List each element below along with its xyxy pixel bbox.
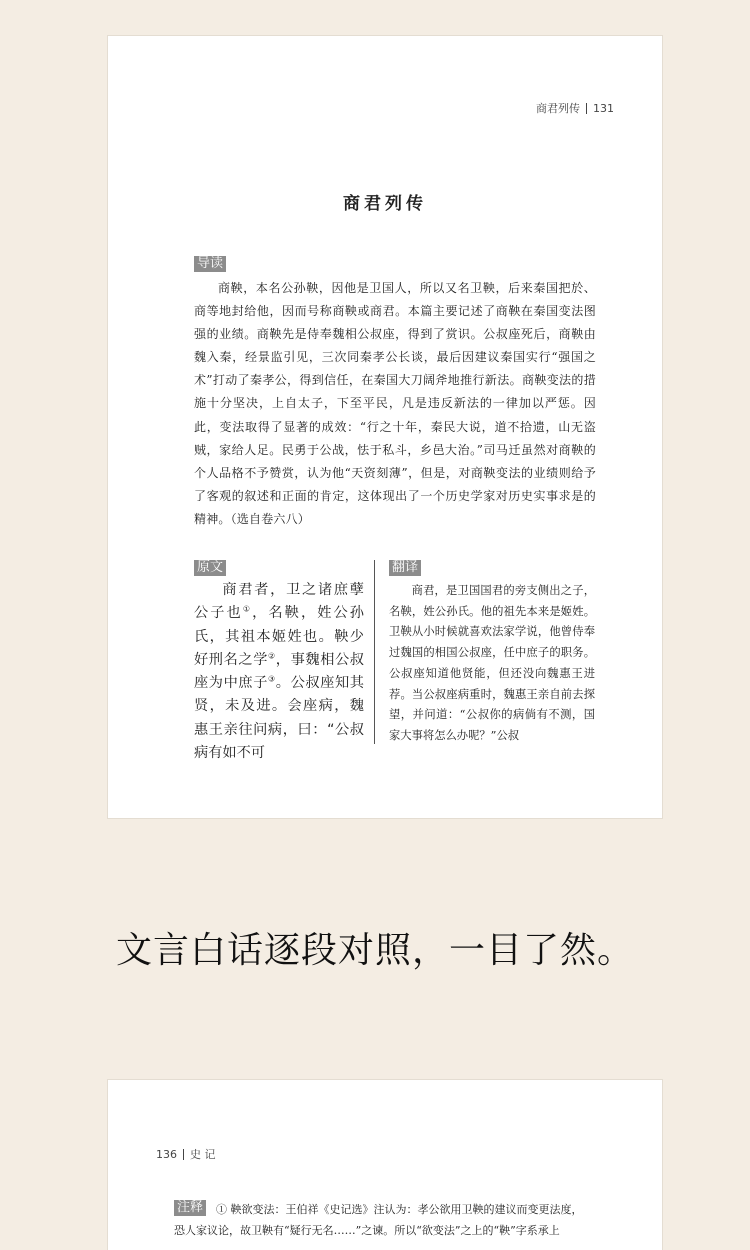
original-segment: 商君者，卫之诸庶孽公子也	[194, 582, 364, 622]
book-page-131	[108, 36, 662, 818]
page-number: 136	[156, 1147, 177, 1161]
note-line: 恐人家议论，故卫鞅有“疑行无名……”之谏。所以“欲变法”之上的“鞅”字系承上	[174, 1224, 560, 1237]
notes-label: 注释	[174, 1200, 206, 1216]
original-segment: ，名鞅，姓公孙氏，其祖本姬姓也。鞅少好刑名之学	[194, 605, 364, 668]
note-line: ① 鞅欲变法：王伯祥《史记选》注认为：孝公欲用卫鞅的建议而变更法度，	[216, 1203, 583, 1216]
running-head-title: 史 记	[190, 1148, 216, 1161]
book-page-136	[108, 1080, 662, 1250]
page-number: 131	[593, 101, 614, 115]
running-head	[156, 1146, 216, 1162]
translation-text: 商君，是卫国国君的旁支侧出之子，名鞅，姓公孙氏。他的祖先本来是姬姓。卫鞅从小时候就喜欢法家学说，他曾侍奉过魏国的相国公叔座，任中庶子的职务。公叔座知道他贤能，但还没向魏惠王进荐。当公叔座病重时，魏惠王亲自前去探望，并问道：“公叔你的病倘有不测，国家大事将怎么办呢？”公叔	[389, 584, 595, 742]
intro-text: 商鞅，本名公孙鞅，因他是卫国人，所以又名卫鞅，后来秦国把於、商等地封给他，因而号称商鞅或商君。本篇主要记述了商鞅在秦国变法图强的业绩。商鞅先是侍奉魏相公叔座，得到了赏识。公叔座死后，商鞅由魏入秦，经景监引见，三次同秦孝公长谈，最后因建议秦国实行“强国之术”打动了秦孝公，得到信任，在秦国大刀阔斧地推行新法。商鞅变法的措施十分坚决，上自太子，下至平民，凡是违反新法的一律加以严惩。因此，变法取得了显著的成效：“行之十年，秦民大说，道不拾遗，山无盗贼，家给人足。民勇于公战，怯于私斗，乡邑大治。”司马迁虽然对商鞅的个人品格不予赞赏，认为他“天资刻薄”，但是，对商鞅变法的业绩则给予了客观的叙述和正面的肯定，这体现出了一个历史学家对历史实事求是的精神。（选自卷六八）	[194, 281, 596, 526]
footnote-marker: ②	[268, 651, 276, 661]
footnote-marker: ①	[242, 604, 253, 614]
footnote-marker: ③	[268, 674, 276, 684]
original-segment: 。公叔座知其贤，未及进。会座病，魏惠王亲往问病，曰：“公叔病有如不可	[194, 675, 364, 762]
original-label: 原文	[194, 560, 226, 576]
running-head	[536, 100, 614, 116]
running-head-title: 商君列传	[536, 102, 580, 115]
running-head-divider	[586, 103, 587, 114]
column-divider	[374, 560, 375, 744]
original-segment: ，事魏相公叔座为中庶子	[194, 651, 364, 692]
running-head-divider	[183, 1149, 184, 1160]
translation-label: 翻译	[389, 560, 421, 576]
intro-label: 导读	[194, 256, 226, 272]
promo-caption: 文言白话逐段对照，一目了然。	[115, 930, 634, 971]
original-text	[194, 579, 364, 765]
chapter-title: 商君列传	[343, 194, 427, 214]
